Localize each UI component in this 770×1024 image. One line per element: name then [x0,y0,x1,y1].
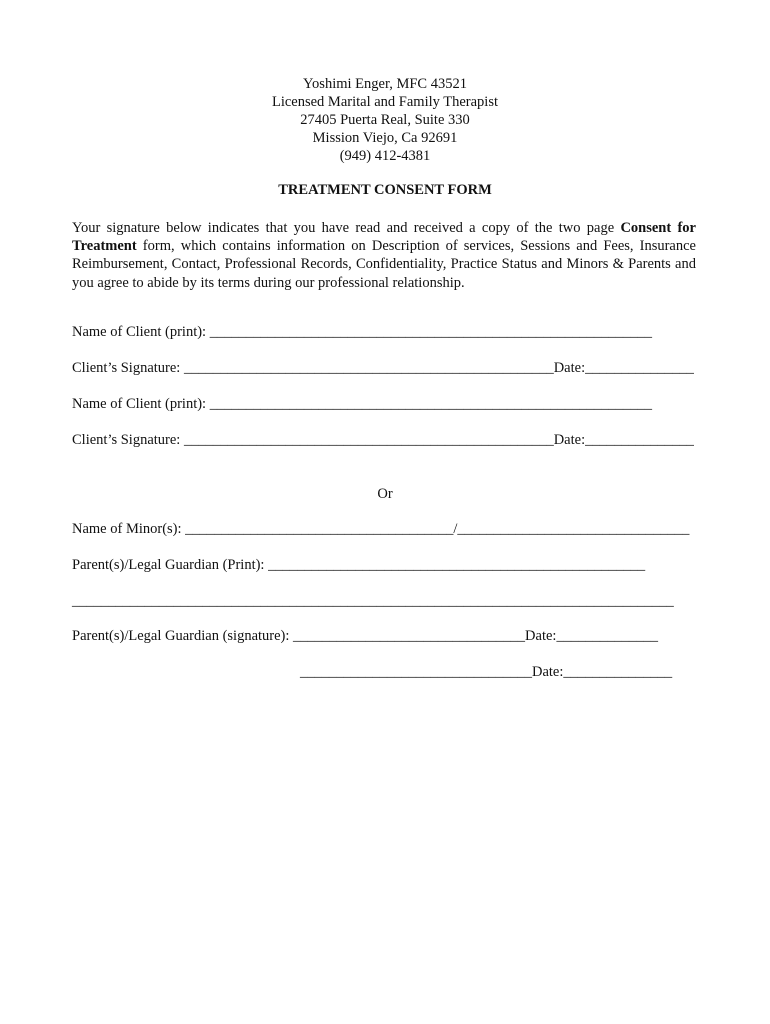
form-title: TREATMENT CONSENT FORM [278,182,492,198]
city-line: Mission Viejo, Ca 92691 [312,130,458,146]
therapist-header [0,75,770,165]
client-signature-field-1[interactable]: Client’s Signature: ___________________________________________________Date:_______________ [72,360,694,376]
guardian-signature-field[interactable]: Parent(s)/Legal Guardian (signature): ________________________________Date:______________ [72,628,658,644]
client-signature-field-2[interactable]: Client’s Signature: ___________________________________________________Date:_______________ [72,432,694,448]
therapist-name: Yoshimi Enger, MFC 43521 [303,76,467,92]
intro-bold-text: Consent for Treatment [72,220,696,255]
client-name-field-1[interactable]: Name of Client (print): _____________________________________________________________ [72,324,652,340]
guardian-extra-line[interactable]: ___________________________________________________________________________________ [72,593,674,609]
intro-text-1: Your signature below indicates that you have read and received a copy of the two page [72,220,621,236]
client-name-field-2[interactable]: Name of Client (print): _____________________________________________________________ [72,396,652,412]
therapist-title: Licensed Marital and Family Therapist [271,94,499,110]
intro-paragraph [72,219,696,292]
phone-line: (949) 412-4381 [339,148,431,164]
or-divider: Or [377,486,393,502]
address-line: 27405 Puerta Real, Suite 330 [300,112,470,128]
guardian-print-field[interactable]: Parent(s)/Legal Guardian (Print): ____________________________________________________ [72,557,646,573]
minor-name-field[interactable]: Name of Minor(s): _____________________________________/________________________________ [72,521,690,537]
intro-text-2: form, which contains information on Description of services, Sessions and Fees, Insurance Reimbursement, Contact, Professional Records, Confidentiality, Practice Status and Minors & Parents and you agree to abide by its terms during our professional relationship. [72,238,696,291]
guardian-signature-field-2[interactable]: ________________________________Date:_______________ [300,664,673,680]
